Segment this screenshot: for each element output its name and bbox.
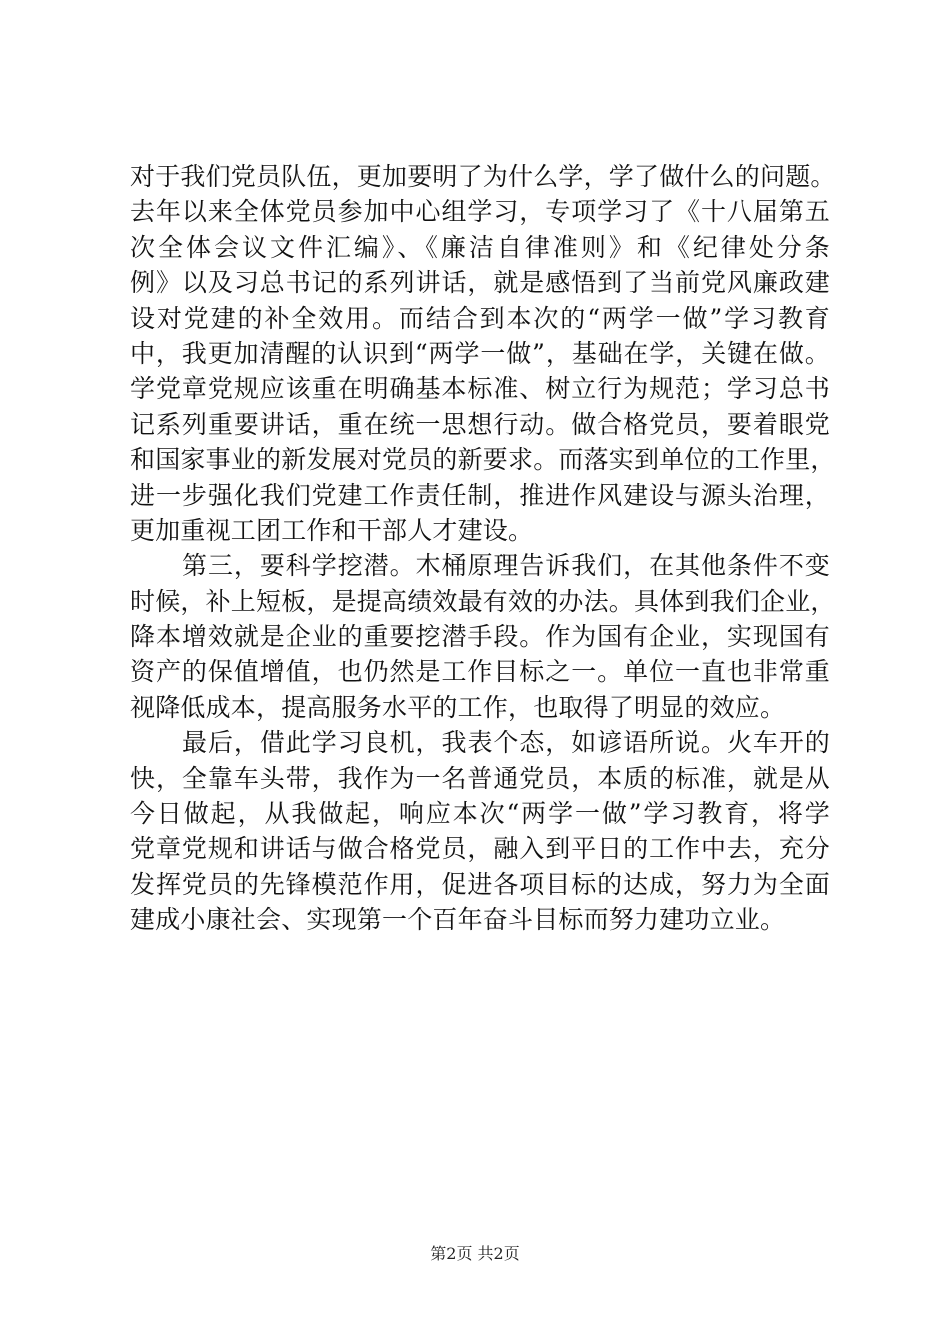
text-line: 去年以来全体党员参加中心组学习，专项学习了《十八届第五	[130, 197, 830, 227]
text-line: 进一步强化我们党建工作责任制，推进作风建设与源头治理，	[130, 480, 830, 510]
text-line: 降本增效就是企业的重要挖潜手段。作为国有企业，实现国有	[130, 622, 830, 652]
text-line: 学党章党规应该重在明确基本标准、树立行为规范；学习总书	[130, 374, 830, 404]
text-line: 中，我更加清醒的认识到“两学一做”，基础在学，关键在做。	[130, 338, 830, 368]
page-footer	[0, 1244, 950, 1264]
text-line: 设对党建的补全效用。而结合到本次的“两学一做”学习教育	[130, 303, 830, 333]
text-line: 快，全靠车头带，我作为一名普通党员，本质的标准，就是从	[130, 763, 830, 793]
text-line: 记系列重要讲话，重在统一思想行动。做合格党员，要着眼党	[130, 409, 830, 439]
text-line: 次全体会议文件汇编》、《廉洁自律准则》和《纪律处分条	[130, 232, 830, 262]
text-line: 视降低成本，提高服务水平的工作，也取得了明显的效应。	[130, 692, 786, 722]
text-line: 时候，补上短板，是提高绩效最有效的办法。具体到我们企业，	[130, 586, 836, 616]
paragraph-first-line: 最后，借此学习良机，我表个态，如谚语所说。火车开的	[182, 728, 830, 758]
text-line: 和国家事业的新发展对党员的新要求。而落实到单位的工作里，	[130, 445, 836, 475]
text-line: 建成小康社会、实现第一个百年奋斗目标而努力建功立业。	[130, 905, 786, 935]
page-number: 第2页 共2页	[430, 1244, 520, 1263]
body-text	[130, 159, 836, 938]
text-line: 例》以及习总书记的系列讲话，就是感悟到了当前党风廉政建	[130, 268, 830, 298]
paragraph-first-line: 第三，要科学挖潜。木桶原理告诉我们，在其他条件不变	[182, 551, 830, 581]
text-line: 更加重视工团工作和干部人才建设。	[130, 515, 534, 545]
text-line: 今日做起，从我做起，响应本次“两学一做”学习教育，将学	[130, 799, 830, 829]
text-line: 资产的保值增值，也仍然是工作目标之一。单位一直也非常重	[130, 657, 830, 687]
text-line: 发挥党员的先锋模范作用，促进各项目标的达成，努力为全面	[130, 869, 830, 899]
text-line: 对于我们党员队伍，更加要明了为什么学，学了做什么的问题。	[130, 162, 836, 191]
text-line: 党章党规和讲话与做合格党员，融入到平日的工作中去，充分	[130, 834, 830, 864]
